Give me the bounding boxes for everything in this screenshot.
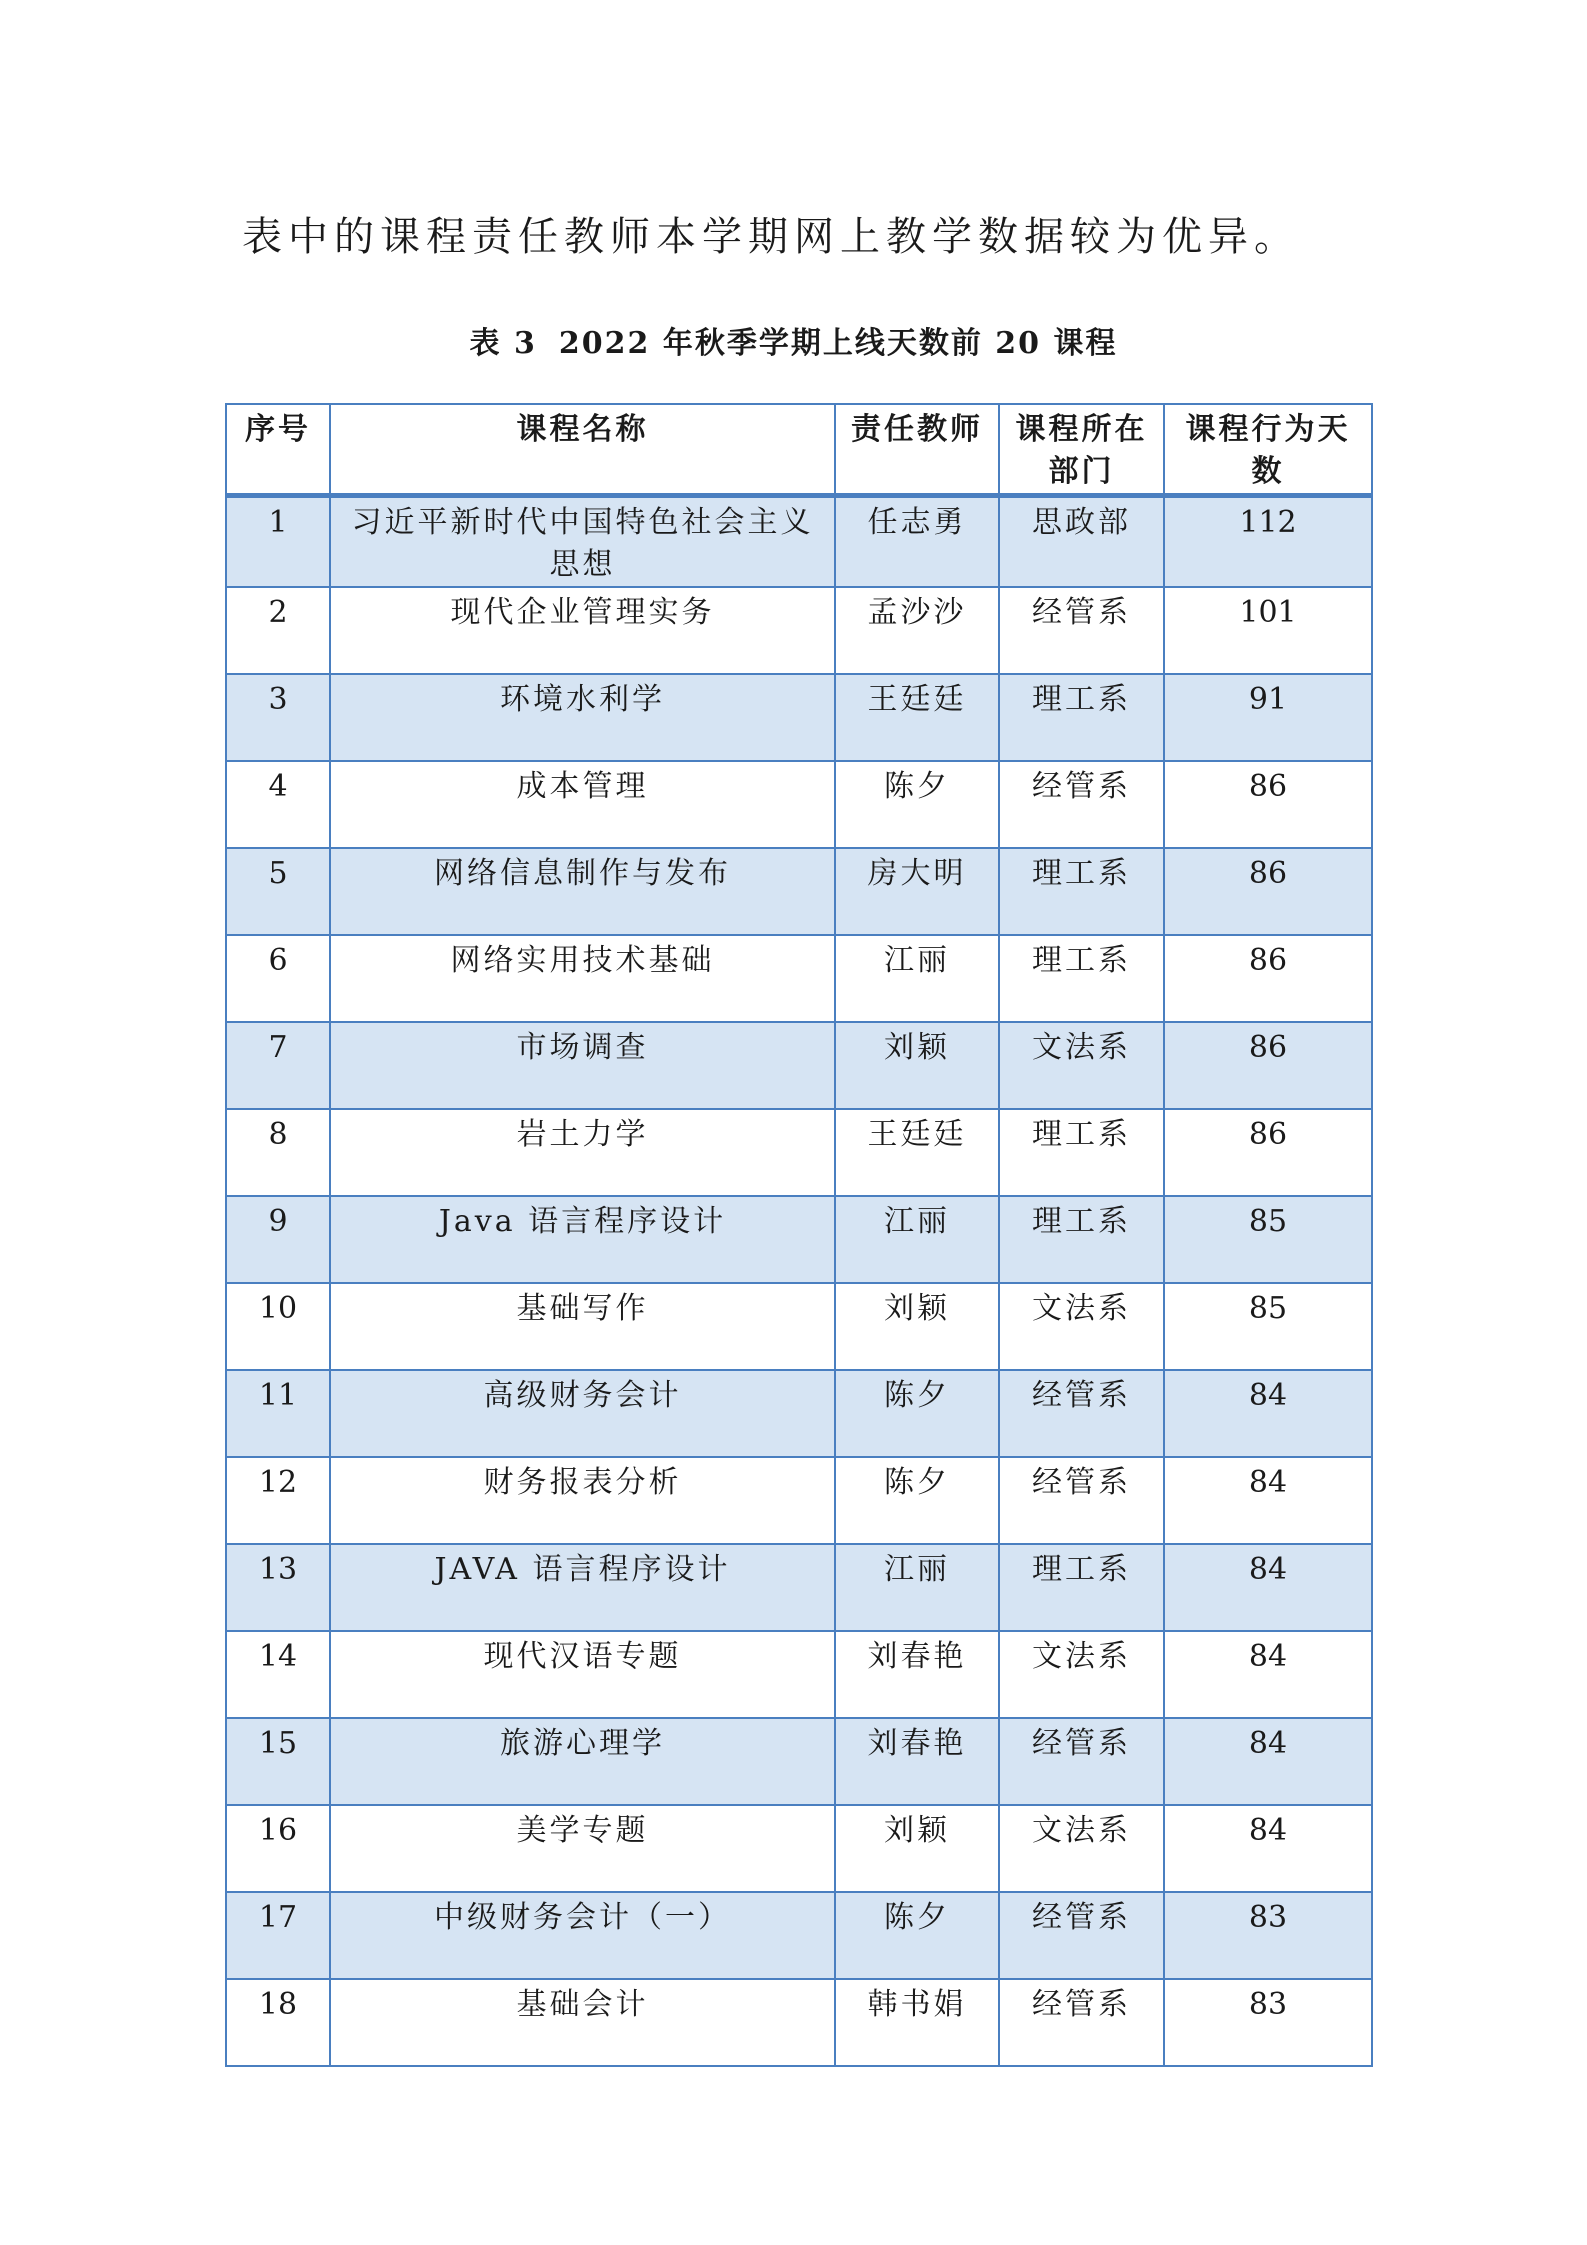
cell-course-name: 现代汉语专题 [330, 1631, 835, 1718]
cell-active-days: 101 [1164, 587, 1372, 674]
cell-teacher: 陈夕 [835, 1457, 999, 1544]
table-row [226, 1544, 1372, 1631]
cell-course-name: 岩土力学 [330, 1109, 835, 1196]
cell-department: 理工系 [999, 674, 1164, 761]
table-caption [0, 318, 1587, 362]
table-row [226, 1196, 1372, 1283]
cell-active-days: 86 [1164, 935, 1372, 1022]
table-title: 2022 年秋季学期上线天数前 20 课程 [558, 326, 1118, 361]
header-teacher: 责任教师 [835, 404, 999, 496]
cell-course-name: 基础会计 [330, 1979, 835, 2066]
cell-course-name: 现代企业管理实务 [330, 587, 835, 674]
cell-index: 5 [226, 848, 330, 935]
table-body [226, 496, 1372, 2067]
cell-index: 1 [226, 496, 330, 588]
cell-index: 11 [226, 1370, 330, 1457]
table-number: 表 3 [469, 326, 537, 361]
cell-teacher: 王廷廷 [835, 674, 999, 761]
cell-course-name: 环境水利学 [330, 674, 835, 761]
cell-index: 17 [226, 1892, 330, 1979]
table-header-row [226, 404, 1372, 496]
cell-department: 文法系 [999, 1022, 1164, 1109]
table-row [226, 1022, 1372, 1109]
cell-course-name: 网络信息制作与发布 [330, 848, 835, 935]
cell-department: 经管系 [999, 761, 1164, 848]
cell-teacher: 任志勇 [835, 496, 999, 588]
table-row [226, 496, 1372, 588]
cell-teacher: 房大明 [835, 848, 999, 935]
cell-index: 2 [226, 587, 330, 674]
table-row [226, 935, 1372, 1022]
table-row [226, 674, 1372, 761]
cell-index: 14 [226, 1631, 330, 1718]
cell-department: 经管系 [999, 1718, 1164, 1805]
cell-teacher: 孟沙沙 [835, 587, 999, 674]
cell-department: 理工系 [999, 1109, 1164, 1196]
cell-course-name: 财务报表分析 [330, 1457, 835, 1544]
intro-paragraph: 表中的课程责任教师本学期网上教学数据较为优异。 [242, 214, 1300, 260]
cell-teacher: 刘春艳 [835, 1631, 999, 1718]
cell-teacher: 韩书娟 [835, 1979, 999, 2066]
table-row [226, 1805, 1372, 1892]
table-row [226, 848, 1372, 935]
cell-active-days: 86 [1164, 848, 1372, 935]
cell-department: 文法系 [999, 1631, 1164, 1718]
cell-teacher: 刘颖 [835, 1283, 999, 1370]
cell-department: 理工系 [999, 1544, 1164, 1631]
cell-department: 经管系 [999, 1457, 1164, 1544]
cell-active-days: 86 [1164, 761, 1372, 848]
cell-index: 8 [226, 1109, 330, 1196]
cell-course-name: 习近平新时代中国特色社会主义思想 [330, 496, 835, 588]
cell-department: 经管系 [999, 1370, 1164, 1457]
table-row [226, 1370, 1372, 1457]
cell-department: 文法系 [999, 1283, 1164, 1370]
cell-teacher: 陈夕 [835, 1892, 999, 1979]
cell-active-days: 84 [1164, 1370, 1372, 1457]
cell-index: 9 [226, 1196, 330, 1283]
cell-course-name: 美学专题 [330, 1805, 835, 1892]
table-row [226, 1718, 1372, 1805]
cell-index: 10 [226, 1283, 330, 1370]
cell-course-name: 成本管理 [330, 761, 835, 848]
table-row [226, 761, 1372, 848]
table-row [226, 587, 1372, 674]
cell-active-days: 112 [1164, 496, 1372, 588]
cell-department: 理工系 [999, 848, 1164, 935]
table-row [226, 1457, 1372, 1544]
cell-department: 理工系 [999, 1196, 1164, 1283]
cell-teacher: 江丽 [835, 1196, 999, 1283]
cell-department: 文法系 [999, 1805, 1164, 1892]
header-index: 序号 [226, 404, 330, 496]
cell-teacher: 陈夕 [835, 761, 999, 848]
cell-active-days: 86 [1164, 1109, 1372, 1196]
cell-course-name: 网络实用技术基础 [330, 935, 835, 1022]
table-row [226, 1631, 1372, 1718]
cell-index: 18 [226, 1979, 330, 2066]
cell-active-days: 85 [1164, 1283, 1372, 1370]
cell-department: 经管系 [999, 587, 1164, 674]
cell-department: 理工系 [999, 935, 1164, 1022]
cell-teacher: 刘颖 [835, 1805, 999, 1892]
cell-index: 7 [226, 1022, 330, 1109]
header-course-name: 课程名称 [330, 404, 835, 496]
cell-teacher: 江丽 [835, 935, 999, 1022]
cell-active-days: 84 [1164, 1805, 1372, 1892]
course-ranking-table [225, 403, 1373, 2067]
cell-index: 3 [226, 674, 330, 761]
cell-index: 13 [226, 1544, 330, 1631]
cell-index: 15 [226, 1718, 330, 1805]
cell-active-days: 85 [1164, 1196, 1372, 1283]
cell-course-name: 中级财务会计（一） [330, 1892, 835, 1979]
cell-index: 12 [226, 1457, 330, 1544]
cell-teacher: 刘春艳 [835, 1718, 999, 1805]
table-row [226, 1283, 1372, 1370]
cell-department: 经管系 [999, 1979, 1164, 2066]
header-department: 课程所在部门 [999, 404, 1164, 496]
cell-teacher: 陈夕 [835, 1370, 999, 1457]
cell-active-days: 84 [1164, 1631, 1372, 1718]
cell-teacher: 刘颖 [835, 1022, 999, 1109]
table-row [226, 1109, 1372, 1196]
cell-index: 16 [226, 1805, 330, 1892]
cell-active-days: 84 [1164, 1544, 1372, 1631]
cell-active-days: 91 [1164, 674, 1372, 761]
cell-course-name: 基础写作 [330, 1283, 835, 1370]
cell-department: 经管系 [999, 1892, 1164, 1979]
cell-index: 4 [226, 761, 330, 848]
cell-teacher: 江丽 [835, 1544, 999, 1631]
cell-index: 6 [226, 935, 330, 1022]
header-active-days: 课程行为天数 [1164, 404, 1372, 496]
cell-active-days: 83 [1164, 1979, 1372, 2066]
table-row [226, 1979, 1372, 2066]
cell-department: 思政部 [999, 496, 1164, 588]
cell-course-name: 旅游心理学 [330, 1718, 835, 1805]
cell-teacher: 王廷廷 [835, 1109, 999, 1196]
cell-course-name: JAVA 语言程序设计 [330, 1544, 835, 1631]
cell-active-days: 86 [1164, 1022, 1372, 1109]
cell-active-days: 84 [1164, 1457, 1372, 1544]
cell-active-days: 83 [1164, 1892, 1372, 1979]
cell-course-name: 市场调查 [330, 1022, 835, 1109]
cell-course-name: 高级财务会计 [330, 1370, 835, 1457]
table-row [226, 1892, 1372, 1979]
cell-active-days: 84 [1164, 1718, 1372, 1805]
cell-course-name: Java 语言程序设计 [330, 1196, 835, 1283]
